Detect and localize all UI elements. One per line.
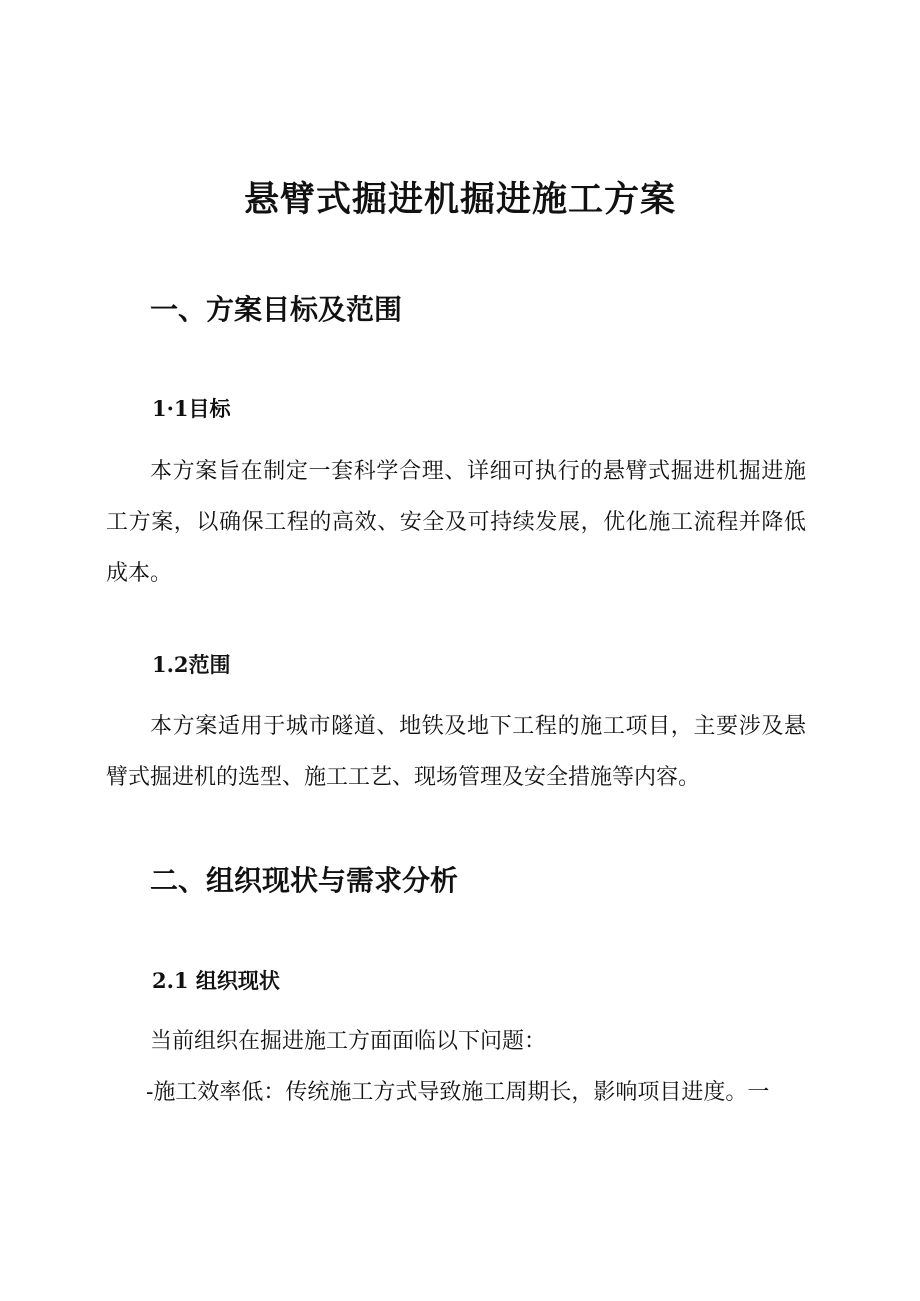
subsection-2-1-heading: 2.1 组织现状: [152, 968, 280, 993]
section-1-heading: 一、方案目标及范围: [150, 293, 403, 326]
subsection-1-2-heading: 1.2范围: [152, 652, 231, 677]
list-item-efficiency: -施工效率低：传统施工方式导致施工周期长，影响项目进度。一: [146, 1080, 770, 1105]
section-2-intro: 当前组织在掘进施工方面面临以下问题：: [150, 1029, 547, 1054]
subsection-1-1-heading: 1·1目标: [152, 396, 231, 421]
subsection-1-1-paragraph: 本方案旨在制定一套科学合理、详细可执行的悬臂式掘进机掘进施工方案，以确保工程的高效、安全及可持续发展，优化施工流程并降低成本。: [106, 459, 806, 586]
subsection-1-2-paragraph: 本方案适用于城市隧道、地铁及地下工程的施工项目，主要涉及悬臂式掘进机的选型、施工工艺、现场管理及安全措施等内容。: [106, 714, 806, 790]
document-title: 悬臂式掘进机掘进施工方案: [243, 180, 676, 220]
section-2-heading: 二、组织现状与需求分析: [150, 864, 459, 897]
